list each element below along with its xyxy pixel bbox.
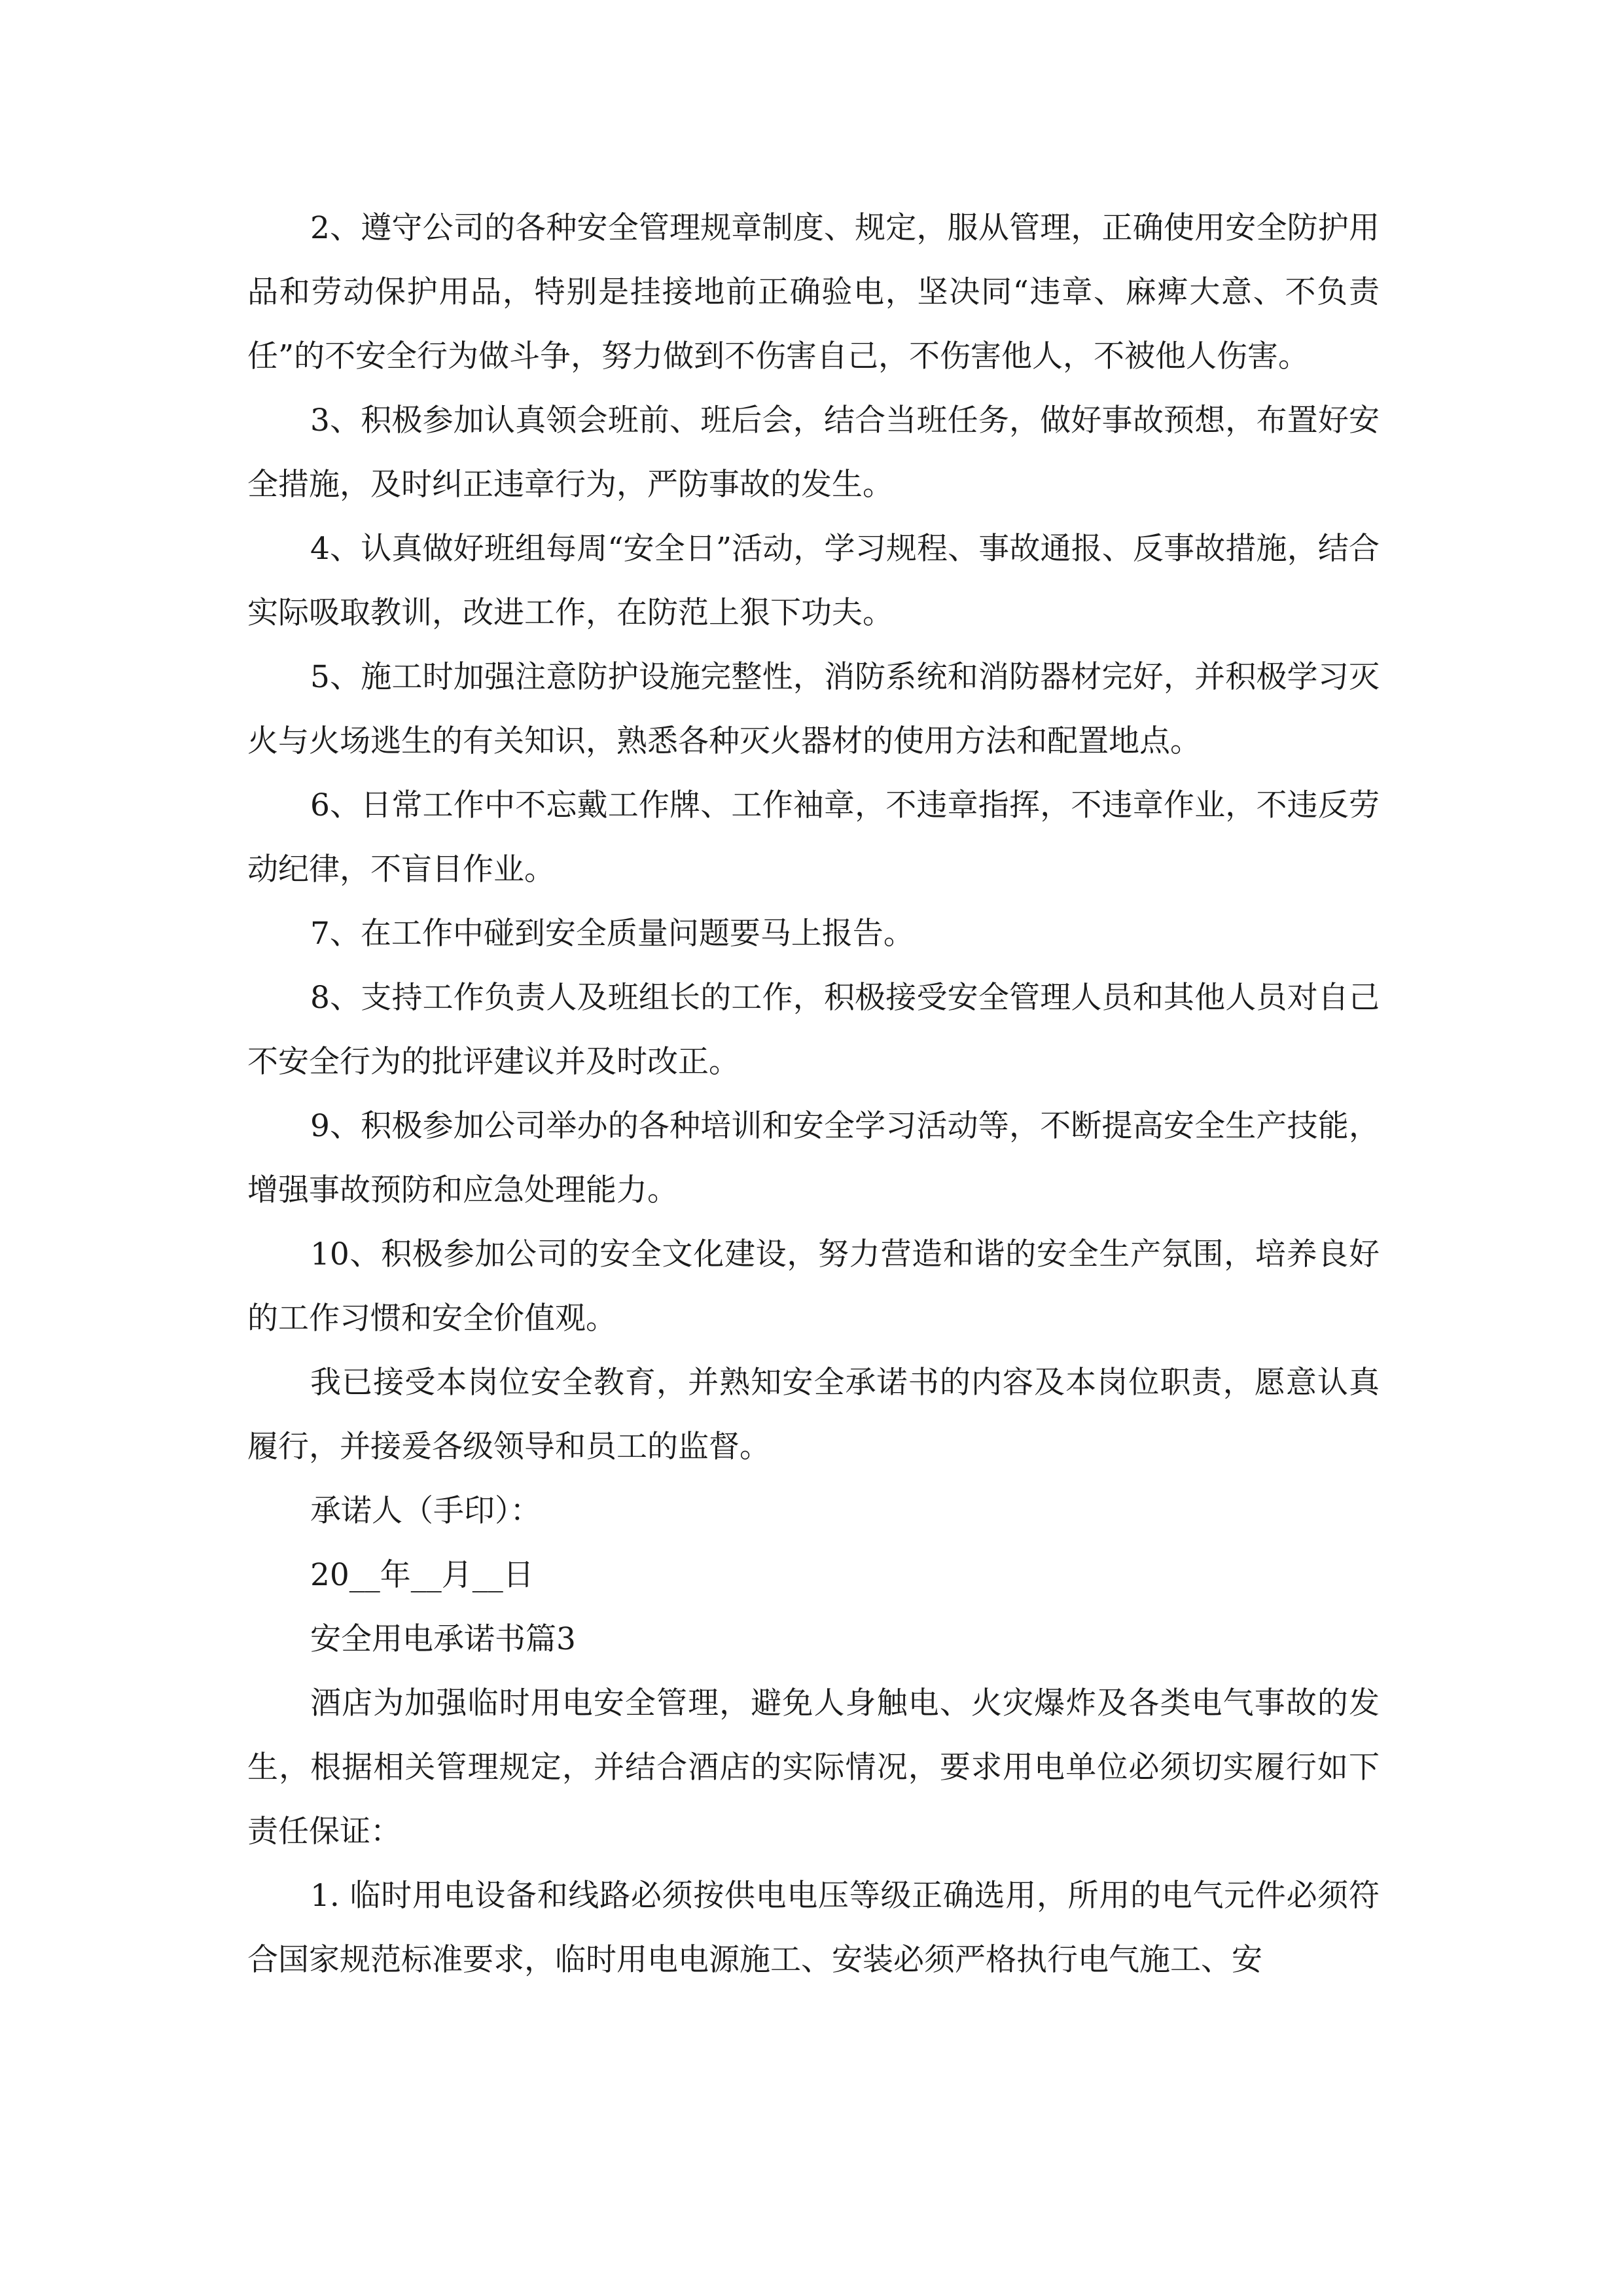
paragraph-item-7: 7、在工作中碰到安全质量问题要马上报告。 [310, 916, 914, 952]
paragraph-item-10: 10、积极参加公司的安全文化建设，努力营造和谐的安全生产氛围，培养良好的工作习惯和安全价值观。 [247, 1236, 1380, 1336]
section-heading: 安全用电承诺书篇3 [310, 1621, 576, 1657]
paragraph-item-3: 3、积极参加认真领会班前、班后会，结合当班任务，做好事故预想，布置好安全措施，及时纠正违章行为，严防事故的发生。 [247, 403, 1380, 503]
paragraph-item-8: 8、支持工作负责人及班组长的工作，积极接受安全管理人员和其他人员对自己不安全行为的批评建议并及时改正。 [247, 980, 1380, 1080]
paragraph-clause-1: 1. 临时用电设备和线路必须按供电电压等级正确选用，所用的电气元件必须符合国家规范标准要求，临时用电电源施工、安装必须严格执行电气施工、安 [247, 1878, 1380, 1978]
paragraph-declaration: 我已接受本岗位安全教育，并熟知安全承诺书的内容及本岗位职责，愿意认真履行，并接爰各级领导和员工的监督。 [247, 1365, 1380, 1465]
paragraph-item-4: 4、认真做好班组每周“安全日”活动，学习规程、事故通报、反事故措施，结合实际吸取教训，改进工作，在防范上狠下功夫。 [247, 531, 1380, 631]
paragraph-item-2: 2、遵守公司的各种安全管理规章制度、规定，服从管理，正确使用安全防护用品和劳动保护用品，特别是挂接地前正确验电，坚决同“违章、麻痺大意、不负责任”的不安全行为做斗争，努力做到不伤害自己，不伤害他人，不被他人伤害。 [247, 210, 1380, 374]
paragraph-item-9: 9、积极参加公司举办的各种培训和安全学习活动等，不断提高安全生产技能，增强事故预防和应急处理能力。 [247, 1108, 1380, 1208]
date-line: 20__年__月__日 [310, 1557, 534, 1593]
signature-line: 承诺人（手印）： [310, 1493, 541, 1529]
document-page [247, 196, 1380, 1992]
paragraph-intro: 酒店为加强临时用电安全管理，避免人身触电、火灾爆炸及各类电气事故的发生，根据相关管理规定，并结合酒店的实际情况，要求用电单位必须切实履行如下责任保证： [247, 1685, 1380, 1850]
paragraph-item-6: 6、日常工作中不忘戴工作牌、工作袖章，不违章指挥，不违章作业，不违反劳动纪律，不盲目作业。 [247, 787, 1380, 888]
paragraph-item-5: 5、施工时加强注意防护设施完整性，消防系统和消防器材完好，并积极学习灭火与火场逃生的有关知识，熟悉各种灭火器材的使用方法和配置地点。 [247, 659, 1380, 759]
